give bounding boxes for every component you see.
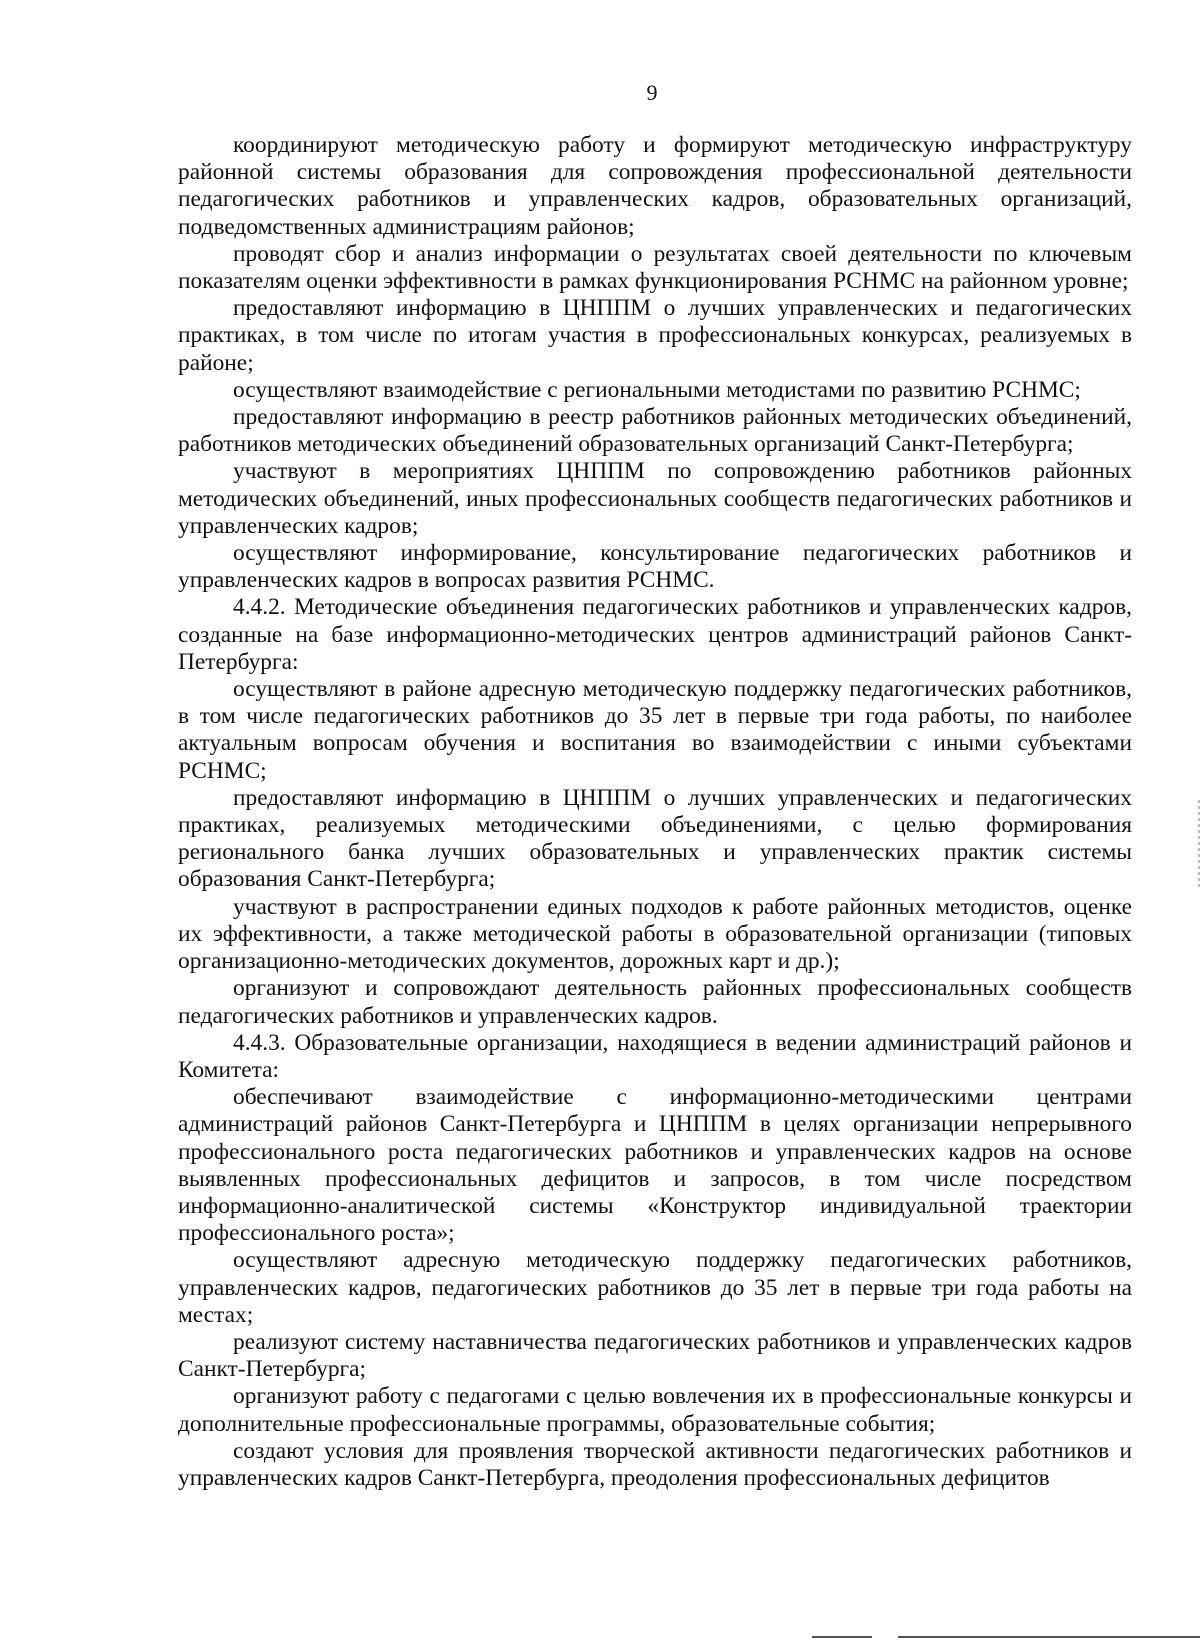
paragraph: предоставляют информацию в ЦНППМ о лучших управленческих и педагогических практиках, в том числе по итогам участия в профессиональных конкурсах, реализуемых в районе; bbox=[178, 295, 1132, 376]
scan-mark-left bbox=[812, 1636, 872, 1638]
paragraph: создают условия для проявления творческой активности педагогических работников и управленческих кадров Санкт-Петербурга, преодоления профессиональных дефицитов bbox=[178, 1437, 1132, 1491]
paragraph: предоставляют информацию в ЦНППМ о лучших управленческих и педагогических практиках, реализуемых методическими объединениями, с целью формирования регионального банка лучших образовательных и управленческих практик системы образования Санкт-Петербурга; bbox=[178, 784, 1132, 893]
section-heading-4-4-3: 4.4.3. Образовательные организации, находящиеся в ведении администраций районов и Комитета: bbox=[178, 1029, 1132, 1083]
paragraph: участвуют в распространении единых подходов к работе районных методистов, оценке их эффективности, а также методической работы в образовательной организации (типовых организационно-методических документов, дорожных карт и др.); bbox=[178, 893, 1132, 975]
paragraph: координируют методическую работу и формируют методическую инфраструктуру районной системы образования для сопровождения профессиональной деятельности педагогических работников и управленческих кадров, образовательных организаций, подведомственных администрациям районов; bbox=[178, 132, 1132, 240]
paragraph: осуществляют в районе адресную методическую поддержку педагогических работников, в том числе педагогических работников до 35 лет в первые три года работы, по наиболее актуальным вопросам обучения и воспитания во взаимодействии с иными субъектами РСНМС; bbox=[178, 676, 1132, 784]
paragraph: проводят сбор и анализ информации о результатах своей деятельности по ключевым показателям оценки эффективности в рамках функционирования РСНМС на районном уровне; bbox=[178, 240, 1132, 295]
document-body bbox=[178, 132, 1132, 1492]
paragraph: участвуют в мероприятиях ЦНППМ по сопровождению работников районных методических объединений, иных профессиональных сообществ педагогических работников и управленческих кадров; bbox=[178, 458, 1132, 539]
paragraph: организуют и сопровождают деятельность районных профессиональных сообществ педагогических работников и управленческих кадров. bbox=[178, 975, 1132, 1029]
page-number: 9 bbox=[646, 80, 658, 105]
paragraph: осуществляют адресную методическую поддержку педагогических работников, управленческих кадров, педагогических работников до 35 лет в первые три года работы на местах; bbox=[178, 1247, 1132, 1328]
paragraph: организуют работу с педагогами с целью вовлечения их в профессиональные конкурсы и дополнительные профессиональные программы, образовательные события; bbox=[178, 1383, 1132, 1437]
paragraph: осуществляют информирование, консультирование педагогических работников и управленческих кадров в вопросах развития РСНМС. bbox=[178, 540, 1132, 594]
section-heading-4-4-2: 4.4.2. Методические объединения педагогических работников и управленческих кадров, созданные на базе информационно-методических центров администраций районов Санкт-Петербурга: bbox=[178, 594, 1132, 675]
paragraph: реализуют систему наставничества педагогических работников и управленческих кадров Санкт-Петербурга; bbox=[178, 1328, 1132, 1383]
scan-mark-right bbox=[898, 1636, 1200, 1638]
paragraph: предоставляют информацию в реестр работников районных методических объединений, работников методических объединений образовательных организаций Санкт-Петербурга; bbox=[178, 404, 1132, 458]
paragraph: осуществляют взаимодействие с региональными методистами по развитию РСНМС; bbox=[233, 376, 1081, 403]
paragraph: обеспечивают взаимодействие с информационно-методическими центрами администраций районов Санкт-Петербурга и ЦНППМ в целях организации непрерывного профессионального роста педагогических работников и управленческих кадров на основе выявленных профессиональных дефицитов и запросов, в том числе посредством информационно-аналитической системы «Конструктор индивидуальной траектории профессионального роста»; bbox=[178, 1084, 1132, 1247]
